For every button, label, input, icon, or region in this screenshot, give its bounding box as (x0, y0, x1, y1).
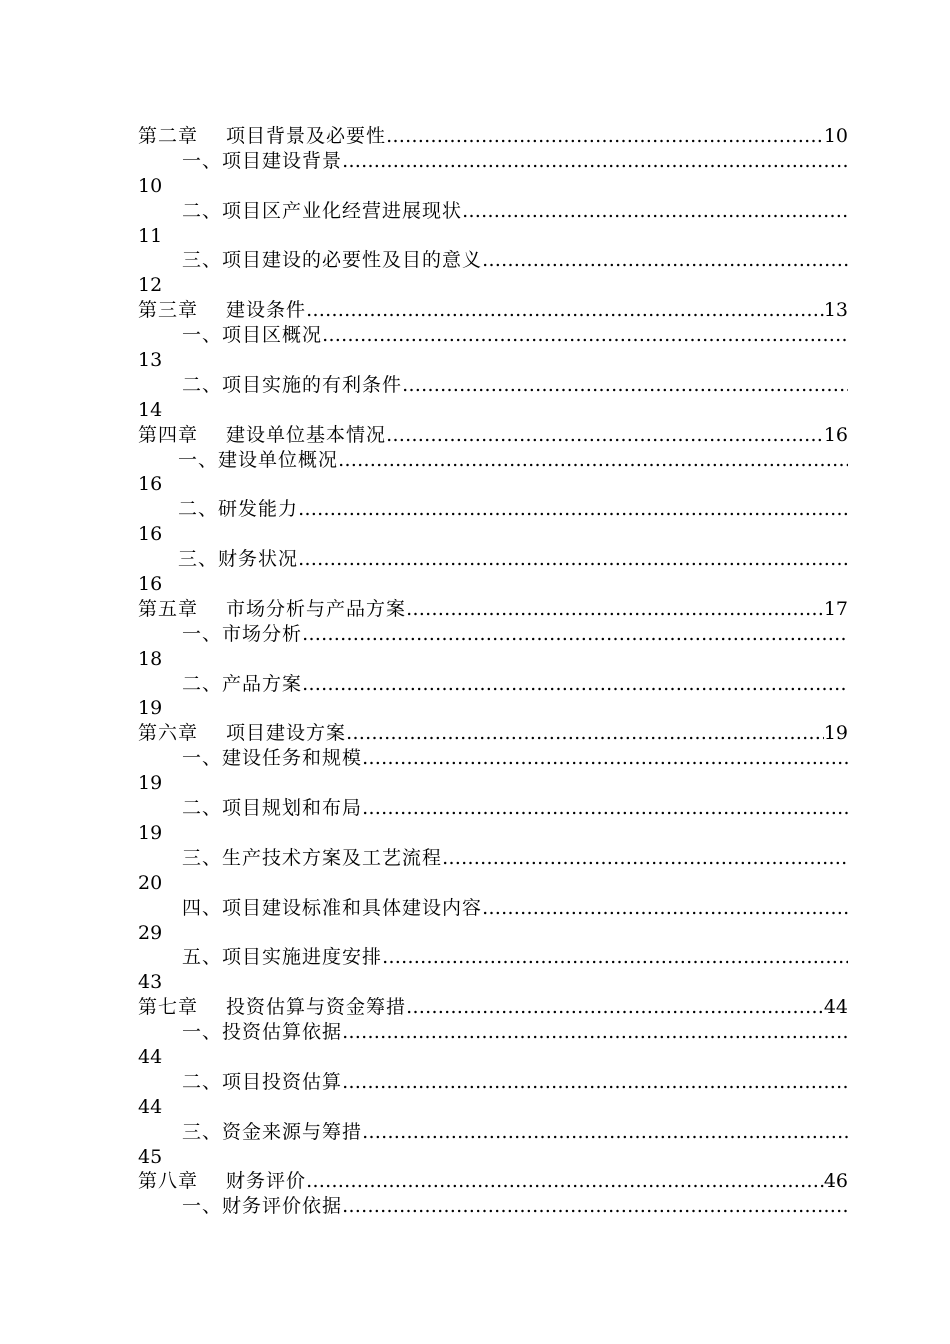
section-title: 二、项目投资估算 (182, 1070, 343, 1093)
dot-leader (306, 1169, 824, 1194)
chapter-title: 投资估算与资金筹措 (226, 996, 407, 1019)
toc-section[interactable] (138, 323, 848, 348)
toc-section[interactable] (138, 1194, 848, 1219)
chapter-number: 第五章 (138, 597, 199, 620)
dot-leader (338, 448, 848, 473)
page-number: 43 (138, 971, 163, 994)
page-number: 19 (823, 722, 848, 745)
chapter-number: 第三章 (138, 299, 199, 322)
dot-leader (462, 199, 848, 224)
section-title: 一、建设任务和规模 (182, 747, 363, 770)
toc-section[interactable] (138, 945, 848, 970)
chapter-title: 建设条件 (226, 299, 307, 322)
section-title: 一、投资估算依据 (182, 1021, 343, 1044)
page-number: 11 (138, 224, 163, 247)
chapter-number: 第二章 (138, 125, 199, 147)
dot-leader (386, 423, 824, 448)
chapter-number: 第七章 (138, 996, 199, 1019)
toc-section[interactable] (138, 622, 848, 647)
dot-leader (386, 124, 824, 149)
toc-section[interactable] (138, 199, 848, 224)
section-title: 二、产品方案 (182, 672, 303, 695)
toc-section[interactable] (138, 672, 848, 697)
chapter-title: 项目背景及必要性 (226, 125, 387, 147)
dot-leader (482, 896, 848, 921)
dot-leader (406, 995, 824, 1020)
page-number: 29 (138, 921, 163, 944)
dot-leader (342, 149, 848, 174)
toc-section[interactable] (138, 1070, 848, 1095)
page-number: 16 (138, 573, 163, 596)
toc-section[interactable] (138, 373, 848, 398)
section-title: 三、资金来源与筹措 (182, 1120, 363, 1143)
chapter-number: 第四章 (138, 423, 199, 446)
section-title: 二、项目规划和布局 (182, 797, 363, 820)
page-number: 12 (138, 274, 163, 297)
section-title: 二、研发能力 (178, 498, 299, 521)
dot-leader (306, 298, 824, 323)
dot-leader (442, 846, 848, 871)
toc-chapter-5[interactable] (138, 597, 848, 622)
section-title: 一、建设单位概况 (178, 448, 339, 471)
page-number: 14 (138, 398, 163, 421)
toc-section[interactable] (138, 846, 848, 871)
section-title: 一、市场分析 (182, 622, 303, 645)
dot-leader (302, 672, 848, 697)
page-number: 18 (138, 647, 163, 670)
toc-section[interactable] (138, 149, 848, 174)
section-title: 二、项目区产业化经营进展现状 (182, 199, 463, 222)
toc-section[interactable] (138, 497, 848, 522)
chapter-title: 建设单位基本情况 (226, 423, 387, 446)
chapter-title: 市场分析与产品方案 (226, 597, 407, 620)
page-number: 45 (138, 1145, 163, 1168)
page-number: 13 (138, 349, 163, 372)
page-number: 44 (823, 996, 848, 1019)
dot-leader (298, 547, 848, 572)
page-number: 19 (138, 697, 163, 720)
section-title: 一、项目区概况 (182, 324, 323, 347)
toc-section[interactable] (138, 896, 848, 921)
page-number: 46 (823, 1170, 848, 1193)
section-title: 一、财务评价依据 (182, 1195, 343, 1218)
section-title: 一、项目建设背景 (182, 149, 343, 172)
toc-section[interactable] (138, 248, 848, 273)
section-title: 三、生产技术方案及工艺流程 (182, 846, 443, 869)
toc-section[interactable] (138, 1020, 848, 1045)
chapter-number: 第八章 (138, 1170, 199, 1193)
toc-section[interactable] (138, 547, 848, 572)
page-number: 20 (138, 871, 163, 894)
page-number: 10 (823, 125, 848, 147)
page-number: 16 (823, 423, 848, 446)
toc-section[interactable] (138, 796, 848, 821)
dot-leader (482, 248, 848, 273)
dot-leader (382, 945, 848, 970)
dot-leader (342, 1194, 848, 1219)
toc-chapter-2[interactable] (138, 124, 848, 149)
page-number: 19 (138, 772, 163, 795)
page-number: 44 (138, 1045, 163, 1068)
section-title: 四、项目建设标准和具体建设内容 (182, 896, 483, 919)
toc-chapter-4[interactable] (138, 423, 848, 448)
dot-leader (346, 721, 824, 746)
toc-section[interactable] (138, 1120, 848, 1145)
toc-chapter-7[interactable] (138, 995, 848, 1020)
dot-leader (302, 622, 848, 647)
section-title: 二、项目实施的有利条件 (182, 373, 403, 396)
toc-section[interactable] (138, 746, 848, 771)
chapter-title: 项目建设方案 (226, 722, 347, 745)
toc-chapter-8[interactable] (138, 1169, 848, 1194)
page-number: 13 (823, 299, 848, 322)
toc-section[interactable] (138, 448, 848, 473)
page-number: 44 (138, 1095, 163, 1118)
dot-leader (406, 597, 824, 622)
page-number: 19 (138, 821, 163, 844)
dot-leader (402, 373, 848, 398)
table-of-contents (138, 124, 848, 1219)
dot-leader (362, 746, 848, 771)
section-title: 三、财务状况 (178, 548, 299, 571)
dot-leader (342, 1070, 848, 1095)
section-title: 三、项目建设的必要性及目的意义 (182, 249, 483, 272)
toc-chapter-3[interactable] (138, 298, 848, 323)
dot-leader (322, 323, 848, 348)
chapter-number: 第六章 (138, 722, 199, 745)
section-title: 五、项目实施进度安排 (182, 946, 383, 969)
page-number: 17 (823, 597, 848, 620)
dot-leader (298, 497, 848, 522)
dot-leader (342, 1020, 848, 1045)
chapter-title: 财务评价 (226, 1170, 307, 1193)
toc-chapter-6[interactable] (138, 721, 848, 746)
dot-leader (362, 796, 848, 821)
dot-leader (362, 1120, 848, 1145)
page-number: 16 (138, 523, 163, 546)
page-number: 10 (138, 174, 163, 197)
page-number: 16 (138, 473, 163, 496)
